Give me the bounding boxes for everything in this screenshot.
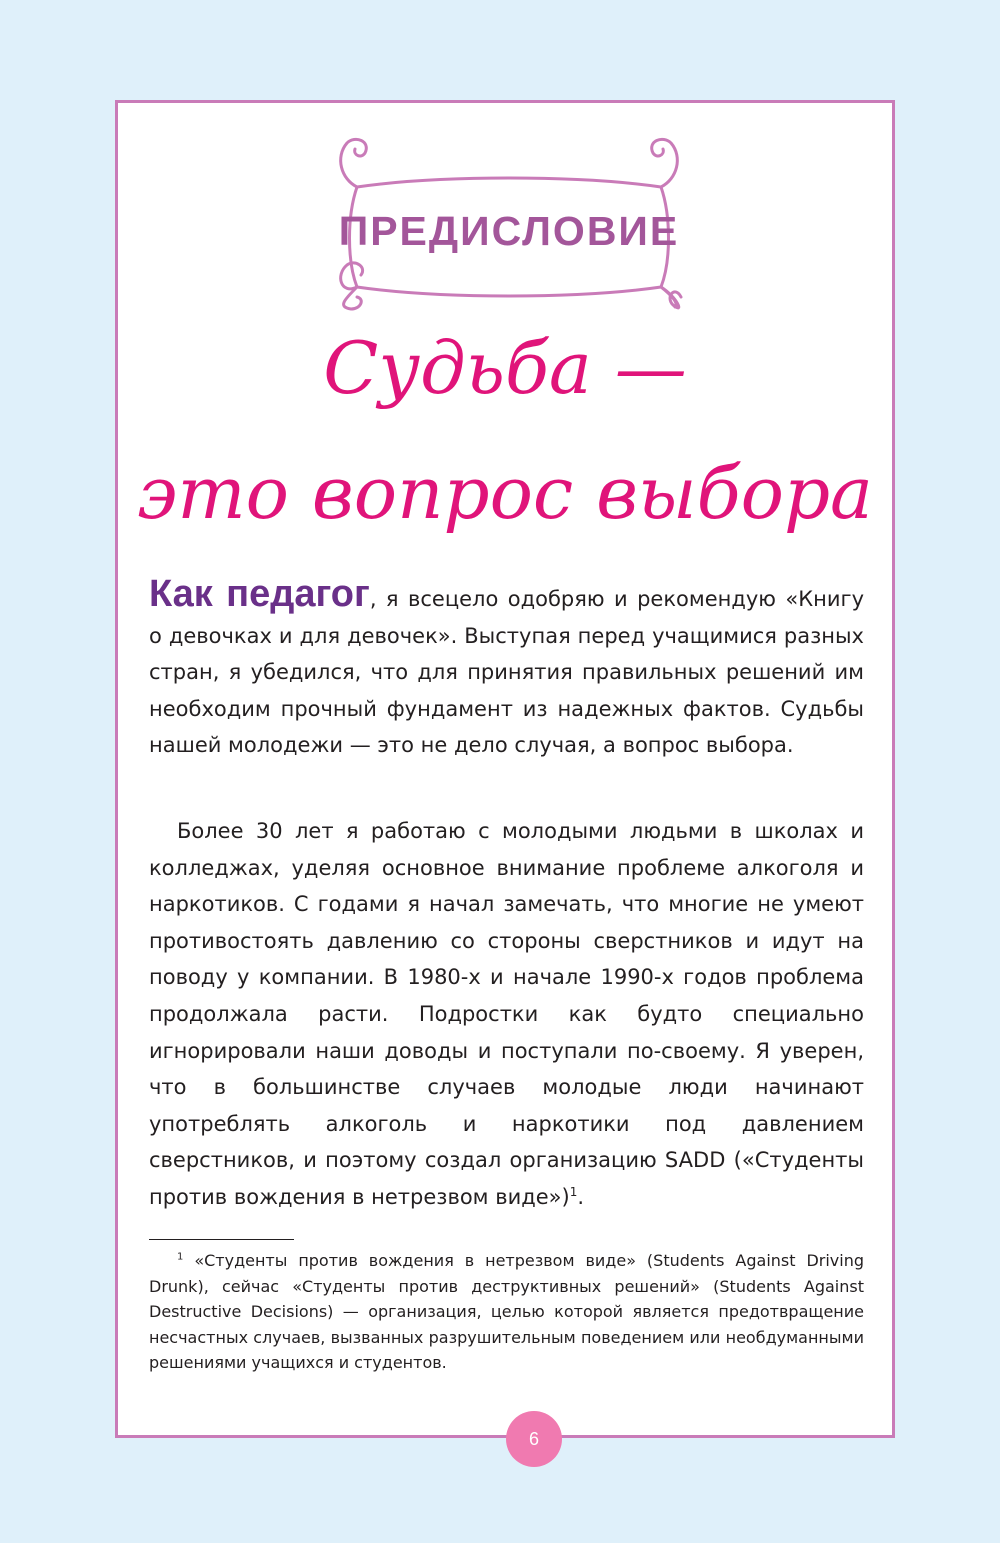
section-heading: ПРЕДИСЛОВИЕ (338, 208, 680, 254)
page-frame (115, 100, 895, 1438)
chapter-title-line-1: Судьба — (323, 326, 687, 410)
page-number-badge: 6 (506, 1411, 562, 1467)
paragraph-2-end: . (577, 1184, 585, 1209)
paragraph-2-text: Более 30 лет я работаю с молодыми людьми в школах и колледжах, уделяя основное внимание проблеме алкоголя и наркотиков. С годами я начал замечать, что многие не умеют противостоять давлению со стороны сверстников и идут на поводу у компании. В 1980-х и начале 1990-х годов проблема продолжала расти. Подростки как будто специально игнорировали наши доводы и поступали по-своему. Я уверен, что в большинстве случаев молодые люди начинают употреблять алкоголь и наркотики под давлением сверстников, и поэтому создал организацию SADD («Студенты против вождения в нетрезвом виде») (149, 819, 864, 1209)
footnote-reference: 1 (569, 1184, 578, 1199)
chapter-title-line-2: это вопрос выбора (137, 451, 873, 535)
paragraph-1 (149, 573, 864, 764)
footnote-marker: 1 (177, 1251, 184, 1263)
paragraph-2 (149, 813, 864, 1216)
footnote (149, 1248, 864, 1376)
paragraph-1-text: , я всецело одобряю и рекомендую «Книгу о девочках и для девочек». Выступая перед учащимися разных стран, я убедился, что для принятия правильных решений им необходим прочный фундамент из надежных фактов. Судьбы нашей молодежи — это не дело случая, а вопрос выбора. (149, 587, 864, 758)
lead-in-phrase: Как педагог (149, 573, 370, 615)
footnote-divider (149, 1239, 294, 1240)
footnote-text: «Студенты против вождения в нетрезвом виде» (Students Against Driving Drunk), сейчас «Студенты против деструктивных решений» (Students Against Destructive Decisions) — организация, целью которой является предотвращение несчастных случаев, вызванных разрушительным поведением или необдуманными решениями учащихся и студентов. (149, 1251, 864, 1372)
heading-banner (329, 121, 689, 311)
